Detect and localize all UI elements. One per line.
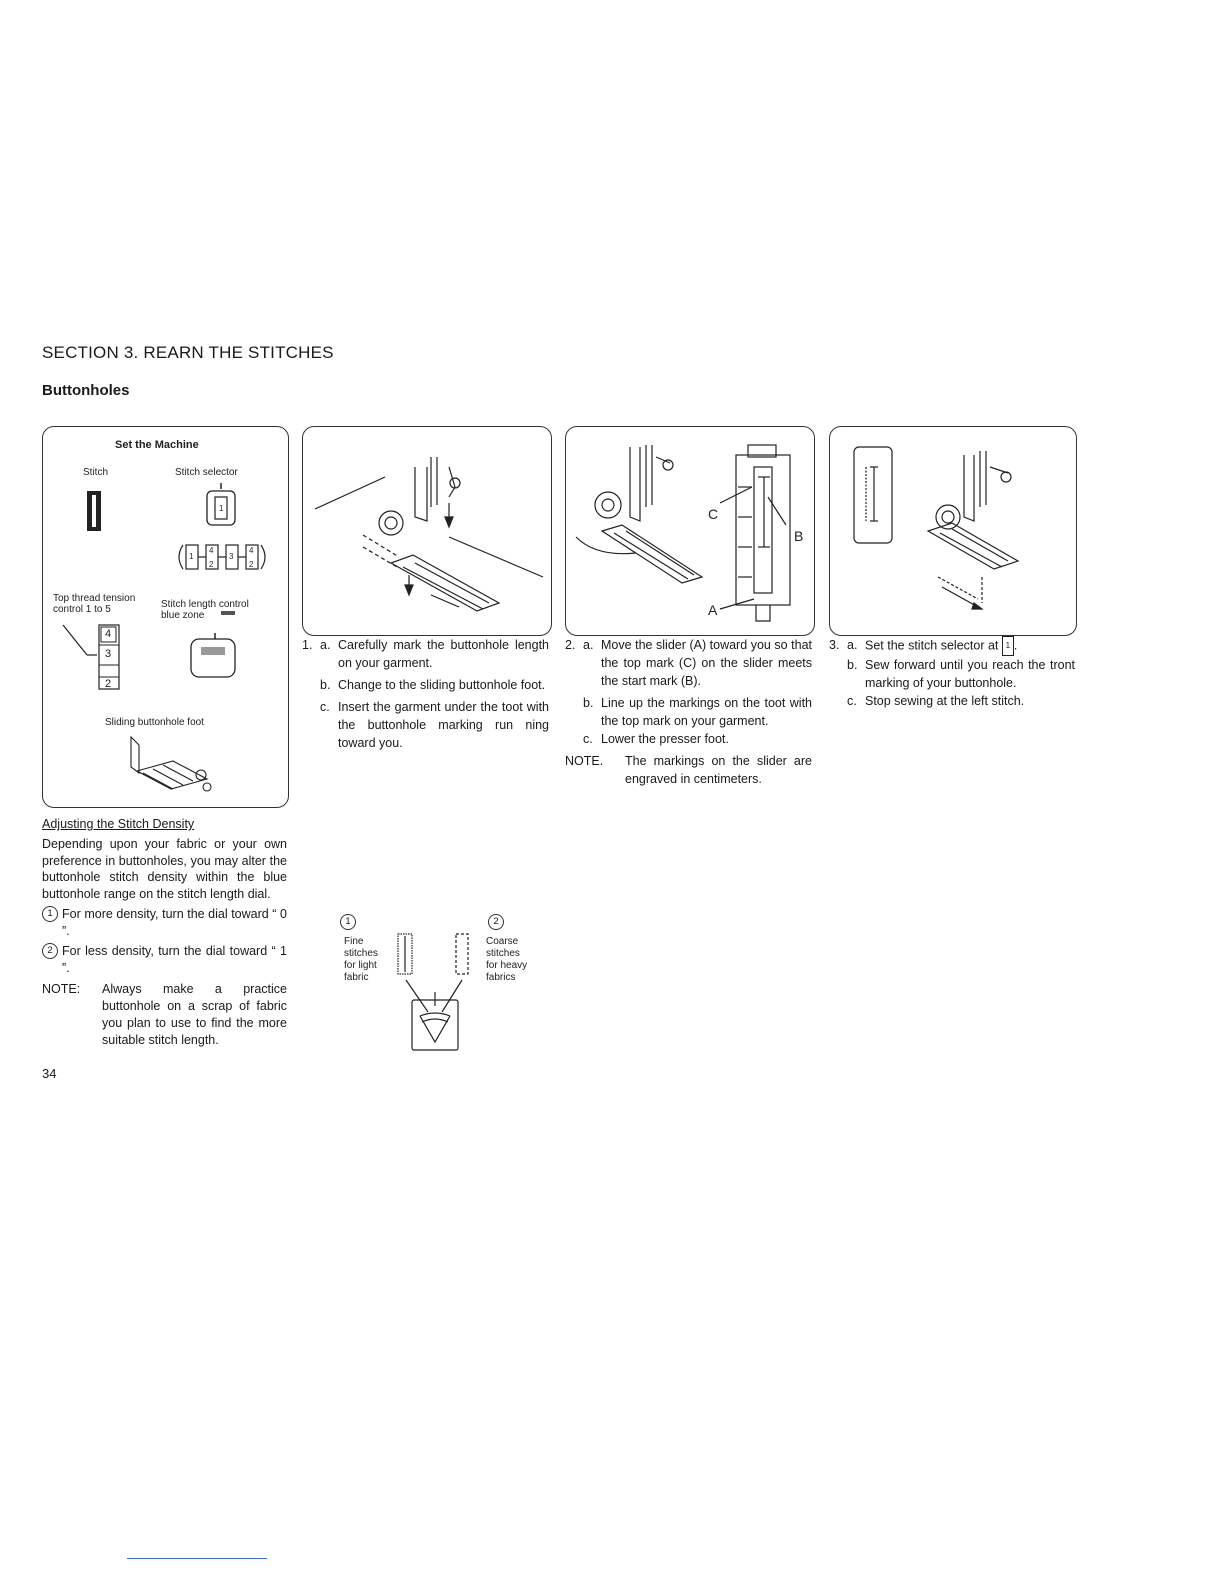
set-machine-title: Set the Machine <box>115 439 199 451</box>
tension-value-2: 2 <box>105 678 112 690</box>
selector-seq-3: 2 <box>209 560 214 569</box>
selector-seq-2: 4 <box>209 546 214 555</box>
label-b: B <box>794 528 804 544</box>
label-a: A <box>708 602 718 618</box>
fine-number: 1 <box>340 914 356 930</box>
figure-sew-forward <box>829 426 1077 636</box>
step-1-number: 1. <box>302 638 313 652</box>
step-2a: Move the slider (A) toward you so that the top mark (C) on the slider meets the start mark (B). <box>601 638 812 688</box>
stitch-length-label-line-1: Stitch length control <box>161 599 249 610</box>
page-number: 34 <box>42 1066 57 1081</box>
step-3c: Stop sewing at the left stitch. <box>865 694 1025 708</box>
density-section <box>42 836 287 1049</box>
step-3b: Sew forward until you reach the tront marking of your buttonhole. <box>865 658 1075 690</box>
selector-seq-6: 2 <box>249 560 254 569</box>
stitch-label: Stitch <box>83 467 109 478</box>
density-note: Always make a practice buttonhole on a scrap of fabric you plan to use to find the more suitable stitch length. <box>102 982 287 1047</box>
bottom-rule <box>127 1558 267 1559</box>
figure-slider <box>565 426 815 636</box>
coarse-label-4: fabrics <box>486 972 516 983</box>
step-1a: Carefully mark the buttonhole length on your garment. <box>338 638 549 670</box>
step-1c: Insert the garment under the toot with the buttonhole marking run ning toward you. <box>338 700 549 750</box>
step-2c: Lower the presser foot. <box>601 732 729 746</box>
stitch-selector-label: Stitch selector <box>175 467 238 478</box>
step-2-number: 2. <box>565 638 576 652</box>
tension-value-3: 3 <box>105 648 112 660</box>
step-3: 3. a. Set the stitch selector at 1 . b. Sew forward until you reach the tront marking of your buttonhole. c. Stop sewing at the left stitch. <box>829 638 1075 708</box>
label-c: C <box>708 506 719 522</box>
step-1: 1. a. Carefully mark the buttonhole length on your garment. b. Change to the sliding buttonhole foot. c. Insert the garment under the toot with the buttonhole marking run ning toward you. <box>302 638 549 750</box>
figure-mark-garment <box>302 426 552 636</box>
coarse-label-1: Coarse <box>486 936 519 947</box>
tension-label-line-2: control 1 to 5 <box>53 604 111 615</box>
sliding-foot-label: Sliding buttonhole foot <box>105 717 204 728</box>
fine-label-3: for light <box>344 960 377 971</box>
step-2-note: The markings on the slider are engraved in centimeters. <box>625 754 812 786</box>
sliding-foot-icon <box>131 737 211 791</box>
selector-value: 1 <box>219 504 224 513</box>
coarse-label-2: stitches <box>486 948 520 959</box>
stitch-length-label-line-2: blue zone <box>161 610 205 621</box>
step-2: 2. a. Move the slider (A) toward you so that the top mark (C) on the slider meets the start mark (B). b. Line up the markings on the toot with the top mark on your garment. c. Lower the presser foot. NOTE. The markings on the slider are engraved in centimeters. <box>565 638 812 786</box>
selector-seq-4: 3 <box>229 552 234 561</box>
fine-label-1: Fine <box>344 936 364 947</box>
fine-label-2: stitches <box>344 948 378 959</box>
density-title: Adjusting the Stitch Density <box>42 817 195 831</box>
coarse-label-3: for heavy <box>486 960 528 971</box>
fine-label-4: fabric <box>344 972 369 983</box>
density-item-1: For more density, turn the dial toward “ 0 ”. <box>62 907 287 938</box>
density-item-2-number: 2 <box>42 943 58 959</box>
section-title: SECTION 3. REARN THE STITCHES <box>42 343 334 362</box>
selector-seq-1: 1 <box>189 552 194 561</box>
step-2b: Line up the markings on the toot with the top mark on your garment. <box>601 696 812 728</box>
step-2-note-label: NOTE. <box>565 754 604 768</box>
buttonhole-stitch-icon <box>87 491 101 531</box>
step-3-number: 3. <box>829 638 840 652</box>
selector-box-icon: 1 <box>1002 636 1014 656</box>
tension-label-line-1: Top thread tension <box>53 593 136 604</box>
density-item-2: For less density, turn the dial toward “ 1 ”. <box>62 944 287 975</box>
density-figure <box>340 912 560 1057</box>
density-item-1-number: 1 <box>42 906 58 922</box>
density-body: Depending upon your fabric or your own preference in buttonholes, you may alter the buttonhole stitch density within the blue buttonhole range on the stitch length dial. <box>42 837 287 901</box>
set-machine-panel <box>42 426 289 808</box>
page-subtitle: Buttonholes <box>42 382 130 399</box>
step-3a: Set the stitch selector at <box>865 638 999 653</box>
tension-value-4: 4 <box>105 628 112 640</box>
density-note-label: NOTE: <box>42 982 81 996</box>
step-1b: Change to the sliding buttonhole foot. <box>338 678 546 692</box>
selector-seq-5: 4 <box>249 546 254 555</box>
coarse-number: 2 <box>488 914 504 930</box>
